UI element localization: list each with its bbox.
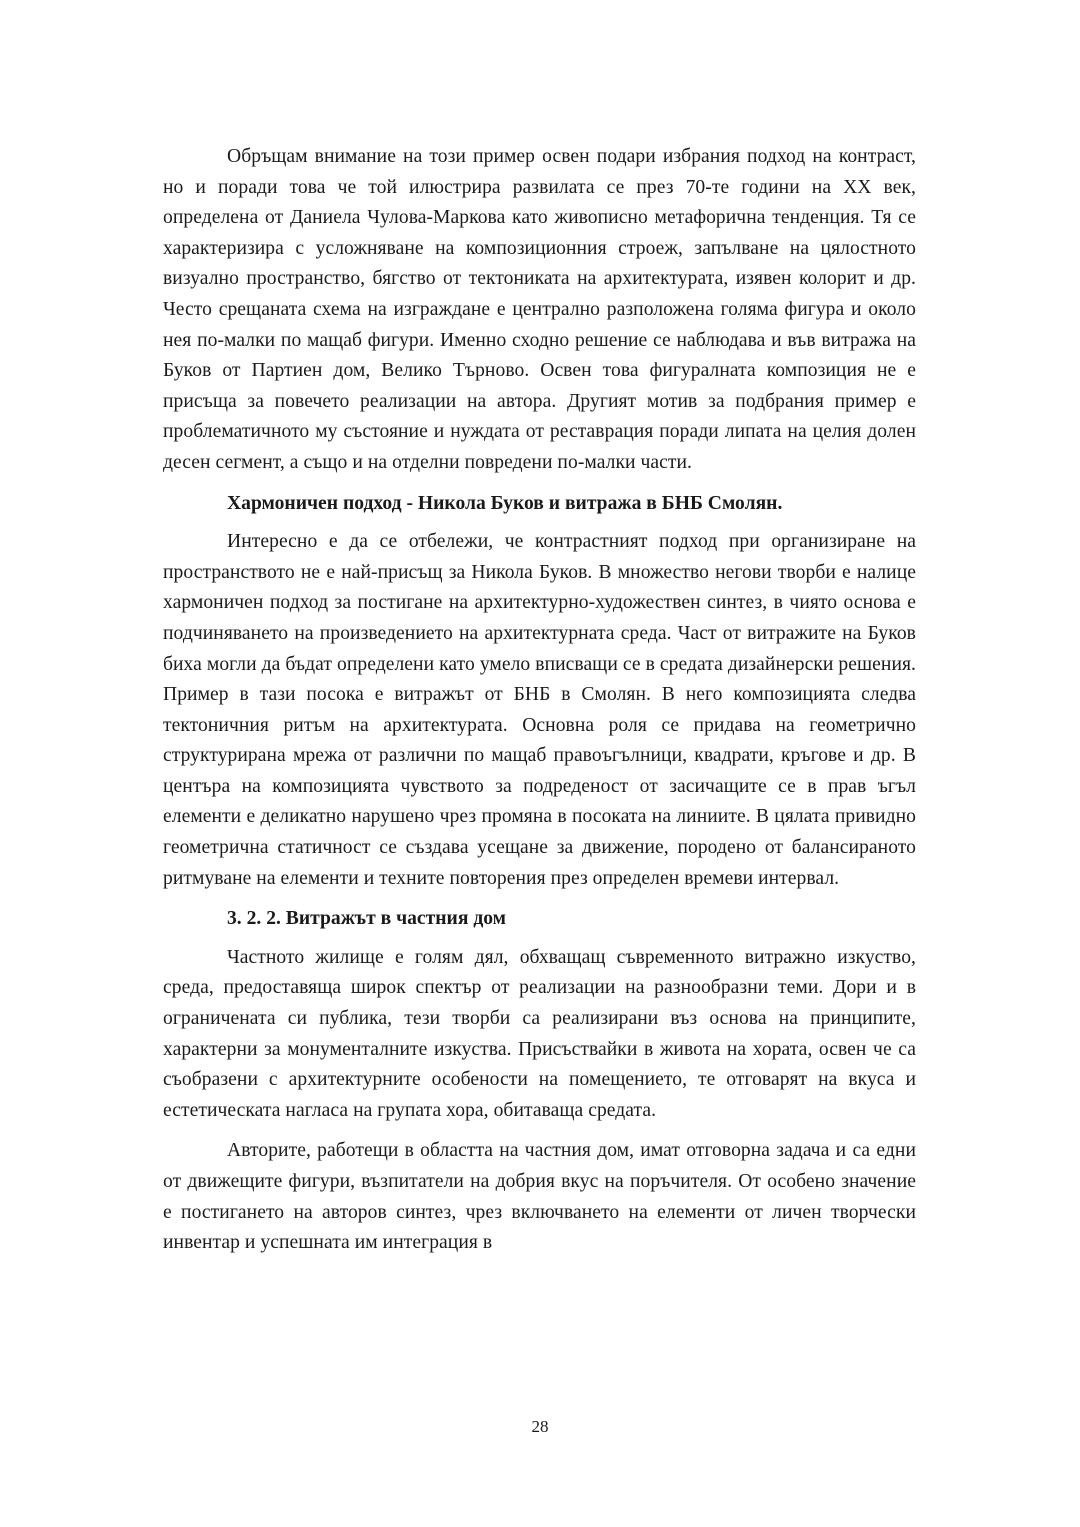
section-heading-harmonious-approach: Хармоничен подход - Никола Буков и витража в БНБ Смолян.	[227, 492, 783, 514]
paragraph-harmonious-approach: Интересно е да се отбележи, че контрастният подход при организиране на пространството не е най-присъщ за Никола Буков. В множество негови творби е налице хармоничен подход за постигане на архитектурно-художествен синтез, в чиято основа е подчиняването на произведението на архитектурната среда. Част от витражите на Буков биха могли да бъдат определени като умело вписващи се в средата дизайнерски решения. Пример в тази посока е витражът от БНБ в Смолян. В него композицията следва тектоничния ритъм на архитектурата. Основна роля се придава на геометрично структурирана мрежа от различни по мащаб правоъгълници, квадрати, кръгове и др. В центъра на композицията чувството за подреденост от засичащите се в прав ъгъл елементи е деликатно нарушено чрез промяна в посоката на линиите. В цялата привидно геометрична статичност се създава усещане за движение, породено от балансираното ритмуване на елементи и техните повторения през определен времеви интервал.	[163, 531, 916, 889]
paragraph-private-home: Частното жилище е голям дял, обхващащ съвременното витражно изкуство, среда, предоставяща широк спектър от реализации на разнообразни теми. Дори и в ограничената си публика, тези творби са реализирани въз основа на принципите, характерни за монументалните изкуства. Присъствайки в живота на хората, освен че са съобразени с архитектурните особености на помещението, те отговарят на вкуса и естетическата нагласа на групата хора, обитаваща средата.	[163, 946, 916, 1121]
paragraph-contrast-example: Обръщам внимание на този пример освен подари избрания подход на контраст, но и поради това че той илюстрира развилата се през 70-те години на XX век, определена от Даниела Чулова-Маркова като живописно метафорична тенденция. Тя се характеризира с усложняване на композиционния строеж, запълване на цялостното визуално пространство, бягство от тектониката на архитектурата, изявен колорит и др. Често срещаната схема на изграждане е централно разположена голяма фигура и около нея по-малки по мащаб фигури. Именно сходно решение се наблюдава и във витража на Буков от Партиен дом, Велико Търново. Освен това фигуралната композиция не е присъща за повечето реализации на автора. Другият мотив за подбрания пример е проблематичното му състояние и нуждата от реставрация поради липата на целия долен десен сегмент, а също и на отделни повредени по-малки части.	[163, 146, 916, 473]
page-number: 28	[531, 1417, 549, 1436]
section-heading-private-home: 3. 2. 2. Витражът в частния дом	[227, 908, 507, 930]
paragraph-authors: Авторите, работещи в областта на частния дом, имат отговорна задача и са едни от движещите фигури, възпитатели на добрия вкус на поръчителя. От особено значение е постигането на авторов синтез, чрез включването на елементи от личен творчески инвентар и успешната им интеграция в	[163, 1140, 916, 1254]
page-body	[163, 142, 916, 1259]
